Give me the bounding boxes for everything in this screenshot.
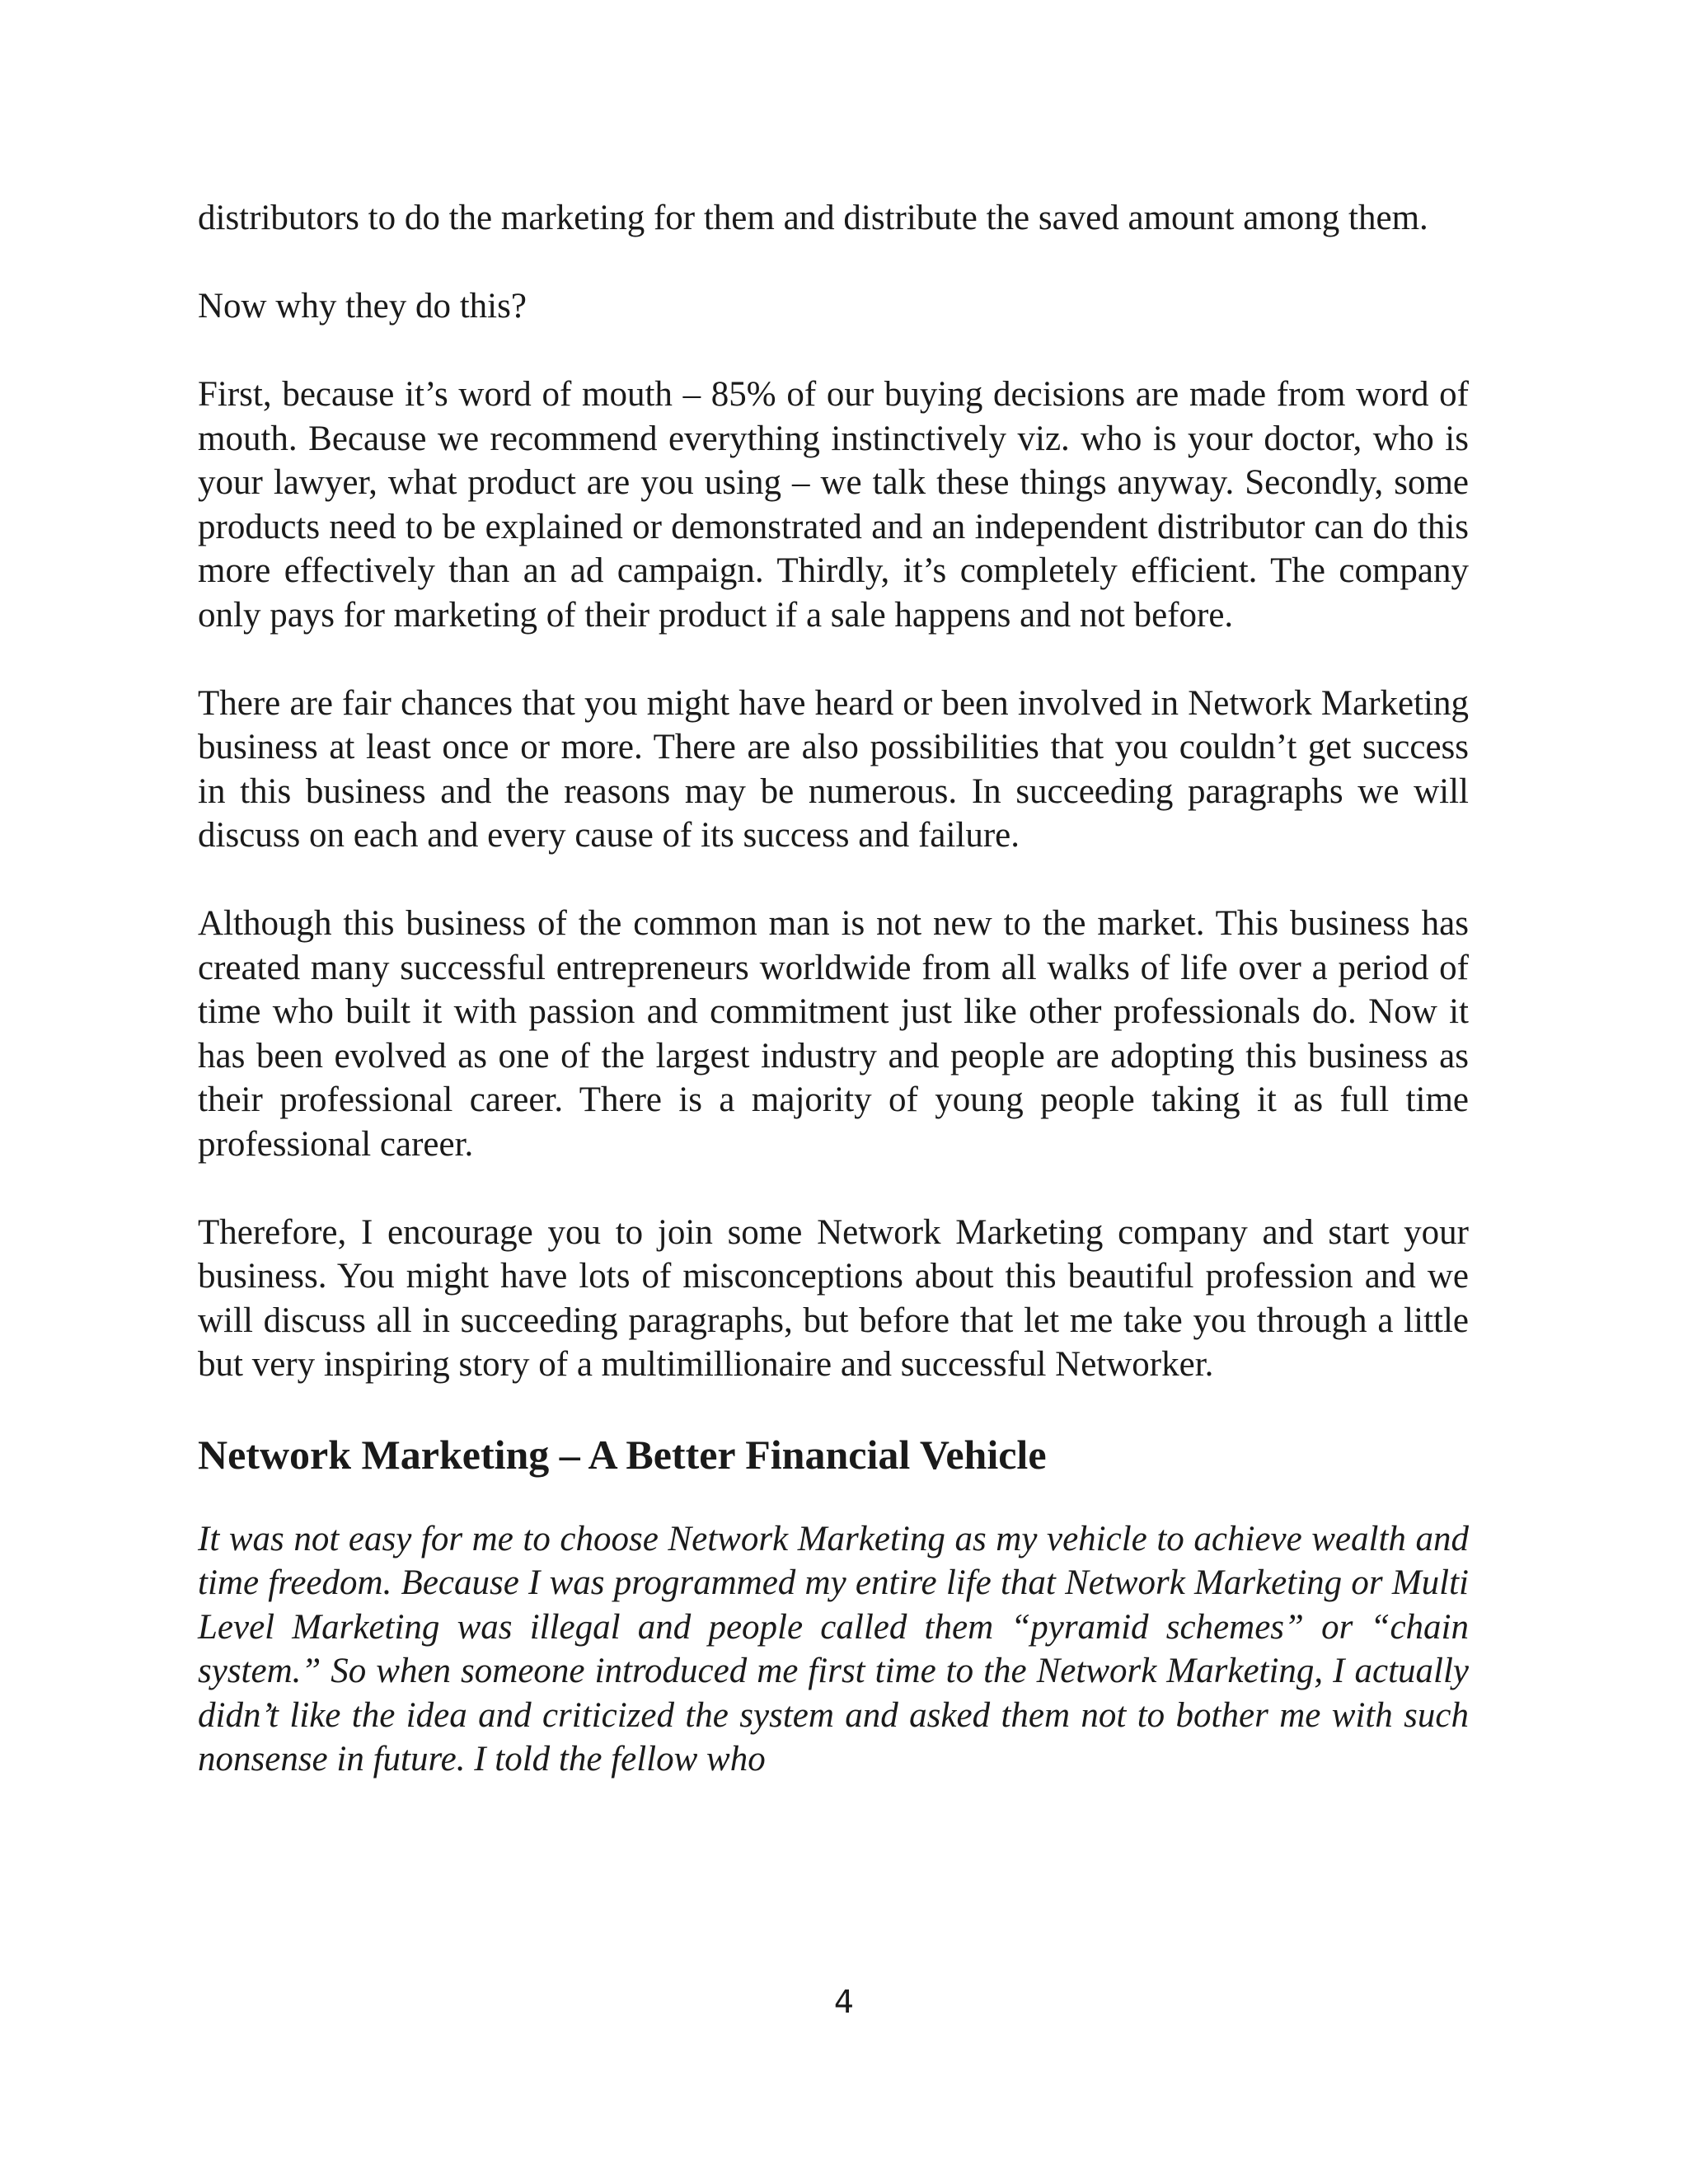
paragraph-word-of-mouth: First, because it’s word of mouth – 85% of our buying decisions are made from word of mouth. Because we recommend everything instinctively viz. who is your doctor, who is your lawyer, what product are you using – we talk these things anyway. Secondly, some products need to be explained or demonstrated and an independent distributor can do this more effectively than an ad campaign. Thirdly, it’s completely efficient. The company only pays for marketing of their product if a sale happens and not before. — [198, 375, 1469, 635]
section-heading: Network Marketing – A Better Financial Vehicle — [198, 1431, 1047, 1478]
paragraph-distributors: distributors to do the marketing for them and distribute the saved amount among them. — [198, 199, 1428, 237]
paragraph-why-question: Now why they do this? — [198, 287, 527, 326]
page-number: 4 — [833, 1984, 855, 2020]
paragraph-common-man-business: Although this business of the common man is not new to the market. This business has created many successful entrepreneurs worldwide from all walks of life over a period of time who built it with passion and commitment just like other professionals do. Now it has been evolved as one of the largest industry and people are adopting this business as their professional career. There is a majority of young people taking it as full time professional career. — [198, 904, 1469, 1164]
page-content — [198, 196, 1469, 1782]
story-paragraph: It was not easy for me to choose Network Marketing as my vehicle to achieve wealth and time freedom. Because I was programmed my entire life that Network Marketing or Multi Level Marketing was illegal and people called them “pyramid schemes” or “chain system.” So when someone introduced me first time to the Network Marketing, I actually didn’t like the idea and criticized the system and asked them not to bother me with such nonsense in future. I told the fellow who — [198, 1519, 1469, 1779]
paragraph-fair-chances: There are fair chances that you might have heard or been involved in Network Marketing business at least once or more. There are also possibilities that you couldn’t get success in this business and the reasons may be numerous. In succeeding paragraphs we will discuss on each and every cause of its success and failure. — [198, 683, 1469, 855]
paragraph-encourage-join: Therefore, I encourage you to join some Network Marketing company and start your business. You might have lots of misconceptions about this beautiful profession and we will discuss all in succeeding paragraphs, but before that let me take you through a little but very inspiring story of a multimillionaire and successful Networker. — [198, 1212, 1469, 1384]
